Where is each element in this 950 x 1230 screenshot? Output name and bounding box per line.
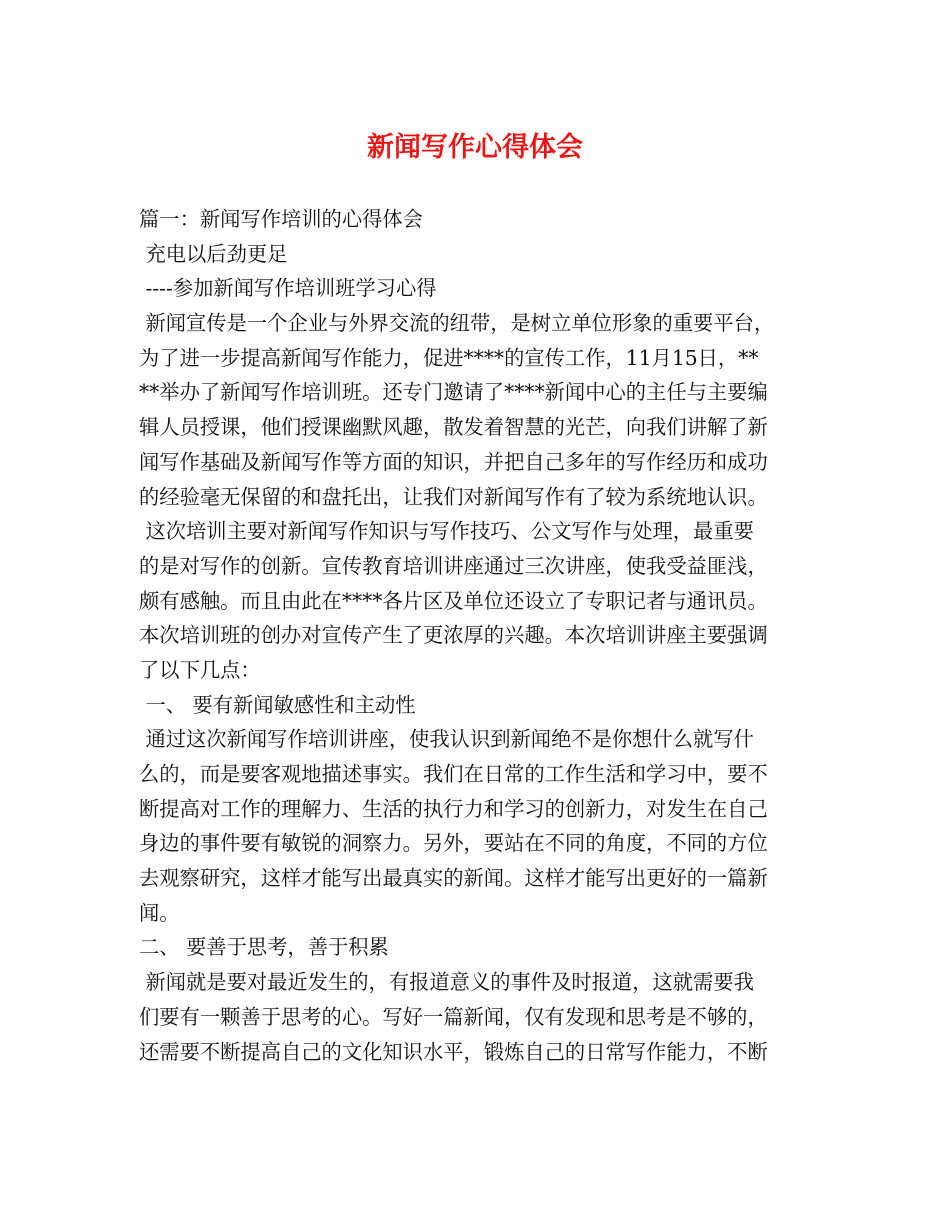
text-line: 充电以后劲更足 [139,241,288,266]
text-line: ----参加新闻写作培训班学习心得 [139,276,437,301]
text-line: **举办了新闻写作培训班。还专门邀请了****新闻中心的主任与主要编 [139,380,768,405]
text-line: 闻。 [139,900,180,925]
text-line: 断提高对工作的理解力、生活的执行力和学习的创新力，对发生在自己 [139,796,768,821]
text-line: 了以下几点： [139,657,261,682]
text-line: 闻写作基础及新闻写作等方面的知识，并把自己多年的写作经历和成功 [139,449,768,474]
text-line: 为了进一步提高新闻写作能力，促进****的宣传工作，11月15日，** [139,345,759,370]
text-line: 还需要不断提高自己的文化知识水平，锻炼自己的日常写作能力，不断 [139,1039,768,1064]
text-line: 去观察研究，这样才能写出最真实的新闻。这样才能写出更好的一篇新 [139,866,768,891]
section-heading: 二、 要善于思考，善于积累 [139,935,389,960]
text-line: 新闻就是要对最近发生的，有报道意义的事件及时报道，这就需要我 [139,970,754,995]
text-line: 新闻宣传是一个企业与外界交流的纽带，是树立单位形象的重要平台， [139,311,775,336]
text-line: 么的，而是要客观地描述事实。我们在日常的工作生活和学习中，要不 [139,762,768,786]
text-line: 辑人员授课，他们授课幽默风趣，散发着智慧的光芒，向我们讲解了新 [139,415,768,440]
text-line: 的经验毫无保留的和盘托出，让我们对新闻写作有了较为系统地认识。 [139,484,768,509]
text-line: 本次培训班的创办对宣传产生了更浓厚的兴趣。本次培训讲座主要强调 [139,623,768,648]
document-body [139,202,829,1069]
text-line: 的是对写作的创新。宣传教育培训讲座通过三次讲座，使我受益匪浅， [139,553,768,578]
section-heading: 一、 要有新闻敏感性和主动性 [139,692,416,717]
text-line: 通过这次新闻写作培训讲座，使我认识到新闻绝不是你想什么就写什 [139,727,754,752]
text-line: 颇有感触。而且由此在****各片区及单位还设立了专职记者与通讯员。 [139,588,768,613]
document-title: 新闻写作心得体会 [367,132,583,163]
text-line: 身边的事件要有敏锐的洞察力。另外，要站在不同的角度，不同的方位 [139,831,768,856]
text-line: 们要有一颗善于思考的心。写好一篇新闻，仅有发现和思考是不够的， [139,1004,768,1029]
text-line: 这次培训主要对新闻写作知识与写作技巧、公文写作与处理，最重要 [139,519,754,544]
text-line: 篇一：新闻写作培训的心得体会 [139,207,423,231]
